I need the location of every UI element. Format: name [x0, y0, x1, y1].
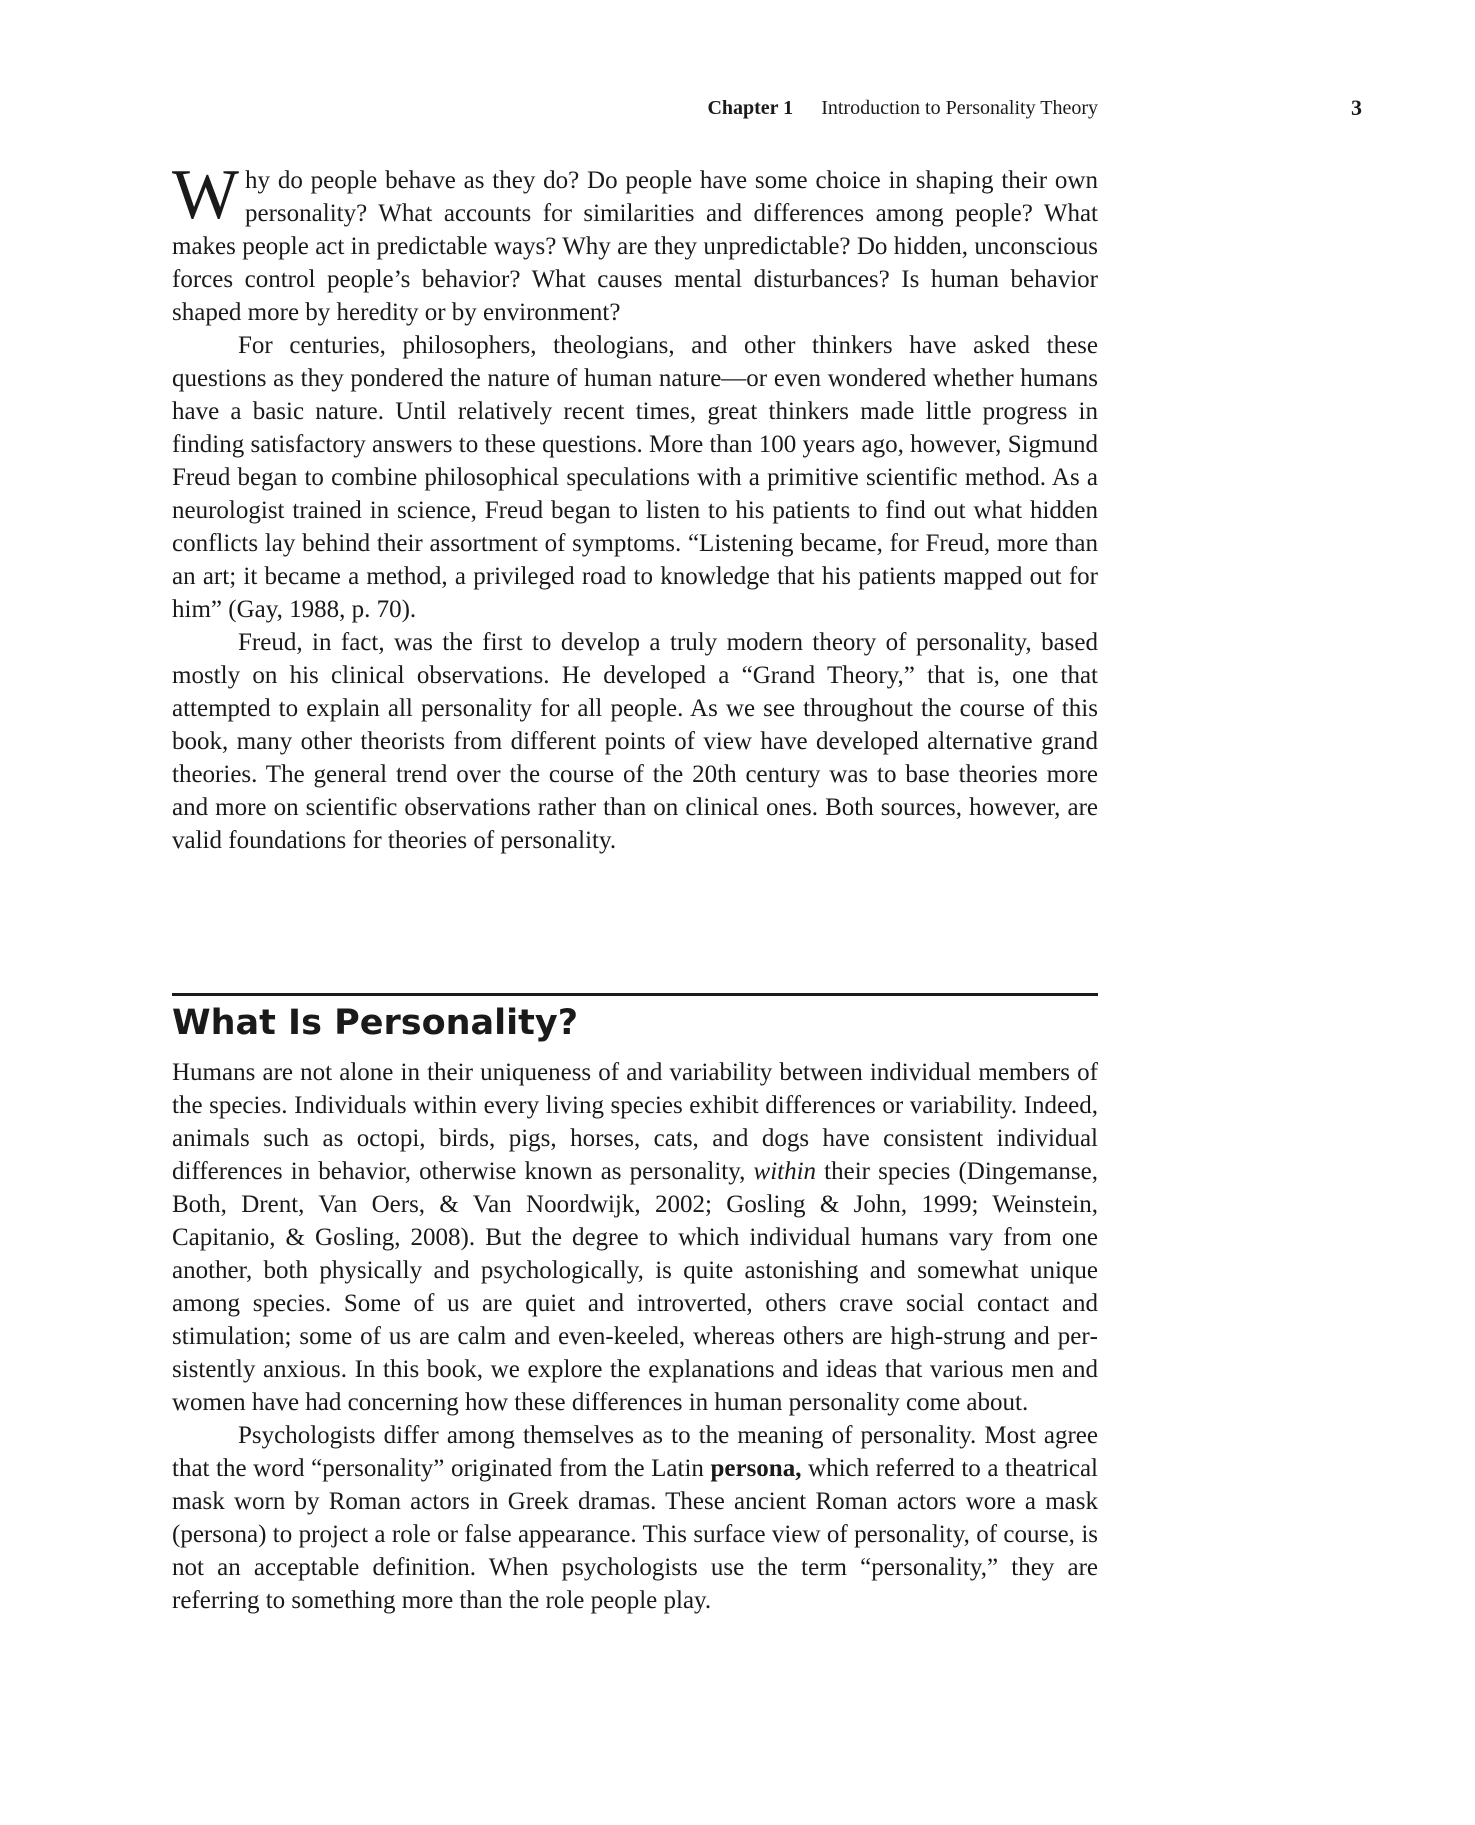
section-text [172, 1056, 1098, 1617]
intro-paragraph-3: Freud, in fact, was the first to develop a truly modern theory of personality, based mostly on his clinical observations. He developed a “Grand Theory,” that is, one that attempted to explain all personality for all people. As we see throughout the course of this book, many other theorists from different points of view have developed alternative grand theories. The general trend over the course of the 20th century was to base theories more and more on scientific observations rather than on clinical ones. Both sources, however, are valid foundations for theories of personality. [172, 629, 1098, 854]
key-term-persona: persona, [710, 1455, 802, 1482]
section-paragraph-2-part-a: Psychologists differ among themselves as to the meaning of personality. Most agree that the word “personality” originated from the Latin [172, 1422, 1098, 1482]
section-paragraph-1-part-b: their species (Dingemanse, Both, Drent, Van Oers, & Van Noordwijk, 2002; Gosling & John, 1999; Weinstein, Capitanio, & Gosling, 2008). But the degree to which individual humans vary from one another, both physically and psychologically, is quite astonishing and somewhat unique among species. Some of us are quiet and introverted, others crave social contact and stimulation; some of us are calm and even-keeled, whereas others are high-strung and persistently anxious. In this book, we explore the explanations and ideas that various men and women have had concerning how these differences in human personality come about. [172, 1158, 1098, 1416]
intro-paragraph-2: For centuries, philosophers, theologians, and other thinkers have asked these questions as they pondered the nature of human nature—or even wondered whether humans have a basic nature. Until relatively recent times, great thinkers made little progress in finding satisfactory answers to these questions. More than 100 years ago, however, Sigmund Freud began to combine philosophical speculations with a primitive scientific method. As a neurologist trained in science, Freud began to listen to his patients to find out what hidden conflicts lay behind their assortment of symptoms. “Listening became, for Freud, more than an art; it became a method, a privileged road to knowledge that his patients mapped out for him” (Gay, 1988, p. 70). [172, 332, 1098, 623]
page-number: 3 [1351, 95, 1362, 120]
running-head [172, 96, 1098, 120]
section-heading: What Is Personality? [172, 1003, 579, 1043]
section-paragraph-2-part-b: which referred to a theatrical mask worn by Roman actors in Greek dramas. These ancient Roman actors wore a mask (persona) to project a role or false appearance. This surface view of personality, of course, is not an acceptable definition. When psychologists use the term “personality,” they are referring to something more than the role people play. [172, 1455, 1098, 1614]
section-paragraph-2 [172, 1419, 1098, 1617]
emphasis-within: within [753, 1158, 817, 1185]
intro-paragraph-1: Why do people behave as they do? Do people have some choice in shaping their own personality? What accounts for similarities and differences among people? What makes people act in predictable ways? Why are they unpredictable? Do hidden, unconscious forces control people’s behavior? What causes mental disturbances? Is human behavior shaped more by heredity or by environment? [172, 156, 1098, 326]
intro-text [172, 156, 1098, 857]
section-paragraph-1-part-a: Humans are not alone in their uniqueness of and variability between individual members of the species. Individuals within every living species exhibit differences or variability. Indeed, animals such as octopi, birds, pigs, horses, cats, and dogs have consistent individual differences in behavior, otherwise known as personality, [172, 1059, 1098, 1185]
running-head-title: Introduction to Personality Theory [821, 97, 1098, 119]
section-paragraph-1 [172, 1056, 1098, 1419]
running-head-chapter: Chapter 1 [707, 97, 794, 119]
section-divider [172, 993, 1098, 996]
